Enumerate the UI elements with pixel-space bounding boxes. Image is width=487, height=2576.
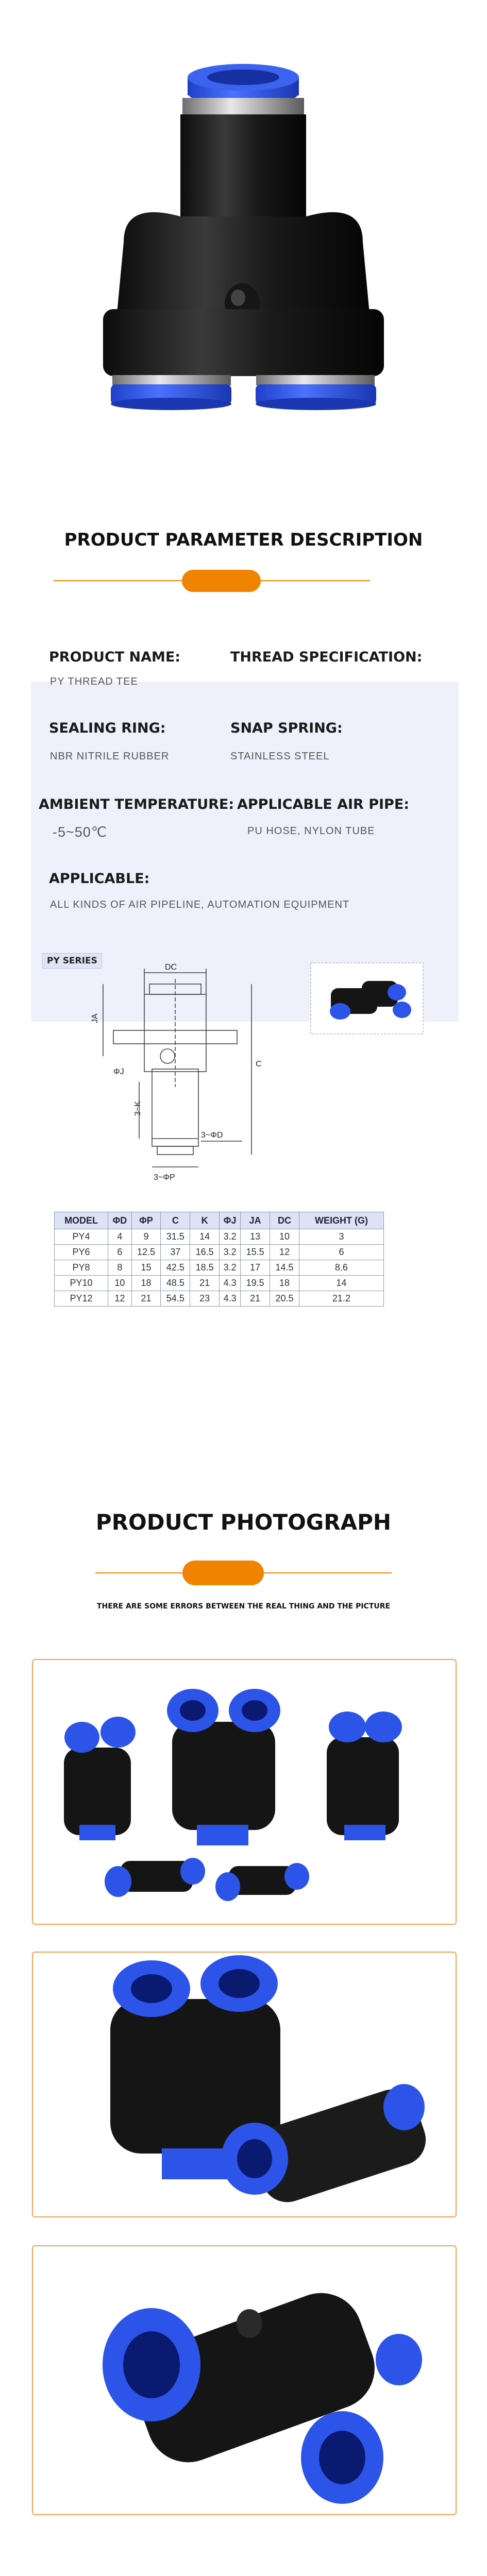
dim-c: C [256, 1060, 262, 1069]
table-cell: 21 [131, 1291, 161, 1307]
table-cell: 42.5 [161, 1260, 190, 1276]
table-cell: 21 [241, 1291, 270, 1307]
divider-left [95, 1572, 183, 1573]
table-cell: 21 [190, 1276, 220, 1291]
series-tag: PY SERIES [42, 953, 102, 969]
table-row [55, 1276, 384, 1291]
table-cell: 15 [131, 1260, 161, 1276]
table-cell: 10 [270, 1229, 299, 1245]
table-cell: 3.2 [220, 1260, 241, 1276]
table-row [55, 1260, 384, 1276]
technical-drawing [62, 963, 304, 1190]
photograph-section-title: PRODUCT PHOTOGRAPH [95, 1510, 392, 1535]
table-cell: 20.5 [270, 1291, 299, 1307]
dim-p: 3~ΦP [154, 1173, 175, 1182]
table-cell: PY6 [55, 1245, 108, 1260]
table-header: ΦD [108, 1212, 131, 1229]
divider-left [54, 580, 182, 581]
table-cell: 6 [108, 1245, 131, 1260]
spec-label-product-name: PRODUCT NAME: [49, 649, 181, 665]
spec-value-product-name: PY THREAD TEE [50, 676, 138, 687]
dim-ja: JA [91, 1013, 99, 1023]
table-cell: 3.2 [220, 1245, 241, 1260]
spec-label-air-pipe: APPLICABLE AIR PIPE: [237, 796, 410, 812]
spec-label-sealing: SEALING RING: [49, 720, 166, 736]
product-photo-1 [32, 1659, 457, 1925]
dim-k: 3~K [133, 1101, 142, 1116]
table-header: ΦP [131, 1212, 161, 1229]
spec-label-spring: SNAP SPRING: [230, 720, 343, 736]
spec-value-spring: STAINLESS STEEL [230, 751, 330, 762]
spec-label-temperature: AMBIENT TEMPERATURE: [39, 796, 234, 812]
table-cell: 23 [190, 1291, 220, 1307]
accent-pill [182, 1561, 264, 1585]
table-cell: 10 [108, 1276, 131, 1291]
table-cell: 48.5 [161, 1276, 190, 1291]
table-header: C [161, 1212, 190, 1229]
spec-label-applicable: APPLICABLE: [49, 871, 150, 887]
table-cell: 4.3 [220, 1291, 241, 1307]
hero-product-image [0, 0, 487, 495]
table-cell: 18.5 [190, 1260, 220, 1276]
spec-value-temperature: -5~50℃ [53, 824, 108, 840]
divider-right [264, 1572, 392, 1573]
table-cell: 3.2 [220, 1229, 241, 1245]
model-table [54, 1212, 384, 1307]
table-cell: 8 [108, 1260, 131, 1276]
parameter-section-title: PRODUCT PARAMETER DESCRIPTION [64, 530, 423, 550]
table-header: JA [241, 1212, 270, 1229]
table-cell: 54.5 [161, 1291, 190, 1307]
fitting-left [64, 1717, 136, 1840]
table-cell: 19.5 [241, 1276, 270, 1291]
table-cell: 13 [241, 1229, 270, 1245]
fitting-small-right [215, 1863, 309, 1901]
table-cell: 9 [131, 1229, 161, 1245]
table-cell: 3 [299, 1229, 383, 1245]
table-cell: 31.5 [161, 1229, 190, 1245]
table-cell: 14 [190, 1229, 220, 1245]
table-cell: 18 [131, 1276, 161, 1291]
spec-value-applicable: ALL KINDS OF AIR PIPELINE, AUTOMATION EQUIPMENT [50, 899, 350, 910]
table-cell: PY4 [55, 1229, 108, 1245]
table-cell: 12 [108, 1291, 131, 1307]
product-photo-2 [32, 1952, 457, 2217]
table-cell: 15.5 [241, 1245, 270, 1260]
table-row [55, 1245, 384, 1260]
table-cell: 37 [161, 1245, 190, 1260]
table-cell: 12.5 [131, 1245, 161, 1260]
spec-label-thread: THREAD SPECIFICATION: [230, 649, 423, 665]
spec-value-sealing: NBR NITRILE RUBBER [50, 751, 170, 762]
thumbnail-image [310, 962, 424, 1035]
table-cell: PY10 [55, 1276, 108, 1291]
table-header: DC [270, 1212, 299, 1229]
table-row [55, 1229, 384, 1245]
table-row [55, 1291, 384, 1307]
table-cell: PY12 [55, 1291, 108, 1307]
table-cell: 21.2 [299, 1291, 383, 1307]
fitting-right [327, 1711, 402, 1840]
accent-pill [182, 570, 261, 592]
dim-dc: DC [165, 963, 177, 972]
table-cell: PY8 [55, 1260, 108, 1276]
table-cell: 17 [241, 1260, 270, 1276]
spec-value-air-pipe: PU HOSE, NYLON TUBE [247, 825, 375, 837]
table-header-row [55, 1212, 384, 1229]
table-cell: 18 [270, 1276, 299, 1291]
table-cell: 16.5 [190, 1245, 220, 1260]
dim-phij: ΦJ [113, 1067, 124, 1076]
table-cell: 14 [299, 1276, 383, 1291]
table-header: K [190, 1212, 220, 1229]
fitting-small-left [105, 1858, 205, 1897]
table-cell: 4.3 [220, 1276, 241, 1291]
table-header: ΦJ [220, 1212, 241, 1229]
table-cell: 14.5 [270, 1260, 299, 1276]
table-cell: 4 [108, 1229, 131, 1245]
dim-d: 3~ΦD [201, 1131, 223, 1140]
table-header: WEIGHT (G) [299, 1212, 383, 1229]
divider-right [261, 580, 370, 581]
table-header: MODEL [55, 1212, 108, 1229]
product-photo-3 [32, 2245, 457, 2515]
fitting-large-center [167, 1689, 280, 1845]
table-cell: 8.6 [299, 1260, 383, 1276]
photograph-subtitle: THERE ARE SOME ERRORS BETWEEN THE REAL THING AND THE PICTURE [96, 1602, 391, 1611]
table-cell: 6 [299, 1245, 383, 1260]
table-cell: 12 [270, 1245, 299, 1260]
